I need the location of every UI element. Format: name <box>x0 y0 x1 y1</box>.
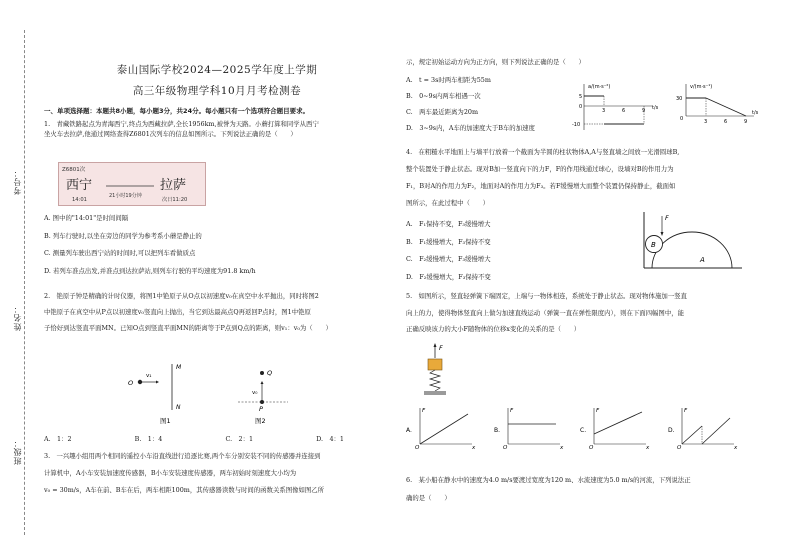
q2-option-a[interactable]: A. 1：2 <box>44 435 72 443</box>
a-graph-xlabel: t/s <box>652 105 659 111</box>
q4-stem-line1: 4. 在粗糙水平地面上与墙平行放着一个截面为半圆的柱状物体A,A与竖直墙之间放一光滑圆球B, <box>406 148 680 156</box>
q4-option-c[interactable]: C. F₂缓慢增大，F₃缓慢增大 <box>406 255 491 263</box>
q2-option-c[interactable]: C. 2：1 <box>225 435 254 443</box>
graph-c-line <box>594 412 642 434</box>
q4-stem-line4: 图所示，在此过程中（ ） <box>406 199 490 207</box>
q3-option-b[interactable]: B. 0~9s内两车相遇一次 <box>406 92 481 100</box>
a-tick-y-neg10: -10 <box>572 122 581 128</box>
v-segment-2 <box>706 98 746 116</box>
q2-stem-line2: 中铯原子在真空中从P点以初速度v₀竖直向上抛出，当它到达最高点Q再返回P点时，图1中铯原 <box>44 308 311 316</box>
v1-arrowhead <box>156 381 159 384</box>
fig2-caption: 图2 <box>255 417 266 425</box>
q2-options-row <box>44 435 344 445</box>
spring-block-figure <box>422 342 462 398</box>
q5-stem-line1: 5. 如图所示，竖直轻弹簧下端固定，上端与一物体相连，系统处于静止状态。现对物体施加一竖直 <box>406 292 687 300</box>
v-tick-x-9: 9 <box>744 119 748 125</box>
q5-stem-line2: 向上的力，使得物体竖直向上做匀加速直线运动（弹簧一直在弹性限度内），则在下面四幅图中，能 <box>406 308 684 317</box>
label-b: B <box>651 241 656 249</box>
q1-option-b[interactable]: B. 列车行驶时,以坐在旁边的同学为参考系小蘑是静止的 <box>44 231 202 240</box>
q3-stem-line2: 计算机中，A小车安装加速度传感器，B小车安装速度传感器，两车初始时刻速度大小均为 <box>44 469 297 477</box>
train-ticket-figure <box>58 162 206 206</box>
v-tick-x-6: 6 <box>724 119 728 125</box>
graph-a-line <box>420 414 468 444</box>
question-1 <box>44 120 394 140</box>
label-n: N <box>176 404 181 411</box>
q1-options <box>44 214 394 284</box>
exam-title-line2: 高三年级物理学科10月月考检测卷 <box>132 85 302 97</box>
question-4 <box>406 148 762 216</box>
graph-b-o: O <box>503 445 508 450</box>
class-label: 班级： <box>13 438 22 465</box>
base <box>424 391 446 395</box>
binding-dashed-line <box>24 30 25 535</box>
q2-stem-line3: 子恰好到达竖直平面MN。已知O点到竖直平面MN的距离等于P点到Q点的距离，则v₁：v₀为（ ） <box>44 324 332 332</box>
acceleration-time-graph <box>570 80 662 132</box>
graph-d-line-2 <box>702 418 730 444</box>
section-heading: 一、单项选择题：本题共8小题，每小题3分，共24分。每小题只有一个选项符合题目要求。 <box>44 107 310 115</box>
q4-stem-line2: 整个装置处于静止状态。现对B加一竖直向下的力F，F的作用线通过球心，设墙对B的作用力为 <box>406 165 674 173</box>
graph-b-x: x <box>560 445 564 450</box>
label-p: P <box>259 405 263 413</box>
q3-continued <box>406 58 762 68</box>
graph-d-o: O <box>677 445 682 450</box>
graph-d-y: F <box>684 408 688 414</box>
q3-option-d[interactable]: D. 3~9s内，A车的加速度大于B车的加速度 <box>406 124 535 132</box>
question-6 <box>406 476 762 512</box>
q2-options <box>44 435 394 445</box>
q4-option-b[interactable]: B. F₁缓慢增大，F₃保持不变 <box>406 237 491 246</box>
q4-options <box>406 220 606 290</box>
label-force: F <box>439 344 443 352</box>
q4-option-d[interactable]: D. F₂缓慢增大，F₃保持不变 <box>406 272 491 281</box>
ticket-duration: 21小时19分钟 <box>109 193 142 199</box>
binding-margin <box>0 0 40 560</box>
v-tick-y-0: 0 <box>680 116 684 122</box>
question-5 <box>406 292 762 342</box>
exam-number-label: 考号： <box>13 168 22 195</box>
label-f: F <box>665 214 669 222</box>
applied-force-arrowhead <box>434 343 437 347</box>
graph-c-y: F <box>596 408 600 414</box>
ticket-from: 西宁 <box>66 178 93 193</box>
q3-stem-line1: 3. 一兴趣小组用两个相同的遥控小车沿直线进行追逐比赛,两个车分别安装不同的传感器并连接到 <box>44 452 321 460</box>
graph-a-label: A. <box>406 427 412 434</box>
graph-a-o: O <box>415 445 420 450</box>
graph-a-y: F <box>422 408 426 414</box>
force-f-arrowhead <box>661 232 664 236</box>
fig1-caption: 图1 <box>160 417 171 425</box>
ticket-to: 拉萨 <box>160 178 187 193</box>
graph-a-x: x <box>472 445 476 450</box>
graph-d-line-1 <box>682 426 702 444</box>
ticket-train-no: Z6801次 <box>62 167 86 173</box>
point-q <box>260 371 264 375</box>
point-o <box>138 380 142 384</box>
q3-stem-line3: v₀ = 30m/s，A车在前、B车在后，两车相距100m，其传感器读数与时间的函数关系图像如图乙所 <box>44 486 325 494</box>
a-tick-y-0: 0 <box>579 104 583 110</box>
q3-stem-line4: 示，规定初始运动方向为正方向，则下列说法正确的是（ ） <box>406 58 585 66</box>
block <box>428 359 442 370</box>
velocity-time-graph <box>672 80 762 132</box>
label-a: A <box>700 256 705 264</box>
cesium-clock-figures <box>120 360 310 430</box>
q1-stem-line1: 1. 青藏铁路起点为青海西宁,终点为西藏拉萨,全长1956km,被誉为天路。小蘑打算和同学从西宁 <box>44 120 319 128</box>
label-v0: v₀ <box>252 390 258 396</box>
a-tick-x-3: 3 <box>602 108 606 114</box>
graph-d-x: x <box>734 445 738 450</box>
semicircle-ball-figure <box>638 208 744 272</box>
v0-arrowhead <box>261 381 264 384</box>
question-3 <box>44 452 394 503</box>
graph-b-y: F <box>510 408 514 414</box>
q1-stem-line2: 坐火车去拉萨,他通过网络查得Z6801次列车的信息如图所示。下列说法正确的是（ ） <box>44 129 297 138</box>
v-graph-ylabel: v/(m·s⁻¹) <box>690 84 713 90</box>
name-label: 姓名： <box>13 304 22 331</box>
v-tick-y-30: 30 <box>676 96 683 102</box>
v-graph-xlabel: t/s <box>752 110 759 116</box>
a-graph-ylabel: a/(m·s⁻²) <box>588 84 611 90</box>
q6-stem-line1: 6. 某小船在静水中的速度为4.0 m/s要渡过宽度为120 m、水流速度为5.0 m/s的河流，下列说法正 <box>406 476 691 484</box>
q3-option-c[interactable]: C. 两车最近距离为20m <box>406 108 479 116</box>
graph-d-label: D. <box>668 427 675 434</box>
spring <box>430 370 440 391</box>
graph-c-label: C. <box>580 427 587 434</box>
graph-c-x: x <box>646 445 650 450</box>
force-displacement-graphs <box>402 404 764 450</box>
ticket-arrive-time: 次日11:20 <box>162 197 188 203</box>
ticket-depart-time: 14:01 <box>72 197 87 203</box>
q2-option-b[interactable]: B. 1：4 <box>134 435 163 443</box>
q3-options <box>406 76 576 140</box>
a-tick-y-5: 5 <box>579 94 583 100</box>
left-column <box>40 0 394 560</box>
semicircle-a <box>652 232 732 268</box>
graph-b-label: B. <box>494 427 501 434</box>
graph-c-o: O <box>589 445 594 450</box>
a-tick-x-6: 6 <box>622 108 626 114</box>
q2-option-d[interactable]: D. 4：1 <box>316 435 344 443</box>
label-m: M <box>176 364 182 371</box>
exam-title-line1: 泰山国际学校2024—2025学年度上学期 <box>116 64 318 76</box>
q2-stem-line1: 2. 铯原子钟是精确的计时仪器，将图1中铯原子从O点以初速度v₀在真空中水平抛出，同时将图2 <box>44 292 319 300</box>
q1-option-d[interactable]: D. 若列车准点出发,并准点到达拉萨站,则列车行驶的平均速度为91.8 km/h <box>44 266 256 275</box>
q4-stem-line3: F₁，B对A的作用力为F₂，地面对A的作用力为F₃。若F缓慢增大而整个装置仍保持静止，截面如 <box>406 182 676 190</box>
point-p <box>260 400 264 404</box>
q4-option-a[interactable]: A. F₁保持不变，F₃缓慢增大 <box>406 220 491 228</box>
q6-stem-line2: 确的是（ ） <box>406 494 451 502</box>
q1-option-c[interactable]: C. 测量列车驶出西宁站的时间时,可以把列车看做质点 <box>44 249 196 257</box>
question-2 <box>44 292 394 340</box>
v-tick-x-3: 3 <box>704 119 708 125</box>
label-q: Q <box>267 369 273 377</box>
label-o: O <box>128 379 134 387</box>
q3-option-a[interactable]: A. t = 3s时两车相距为55m <box>406 76 491 84</box>
q1-option-a[interactable]: A. 图中的"14:01"是时间间隔 <box>44 214 129 222</box>
q5-stem-line3: 正确反映该力的大小F随物体的位移x变化的关系的是（ ） <box>406 325 581 333</box>
a-tick-x-9: 9 <box>642 108 646 114</box>
right-column <box>402 0 764 560</box>
label-v1: v₁ <box>146 373 152 379</box>
